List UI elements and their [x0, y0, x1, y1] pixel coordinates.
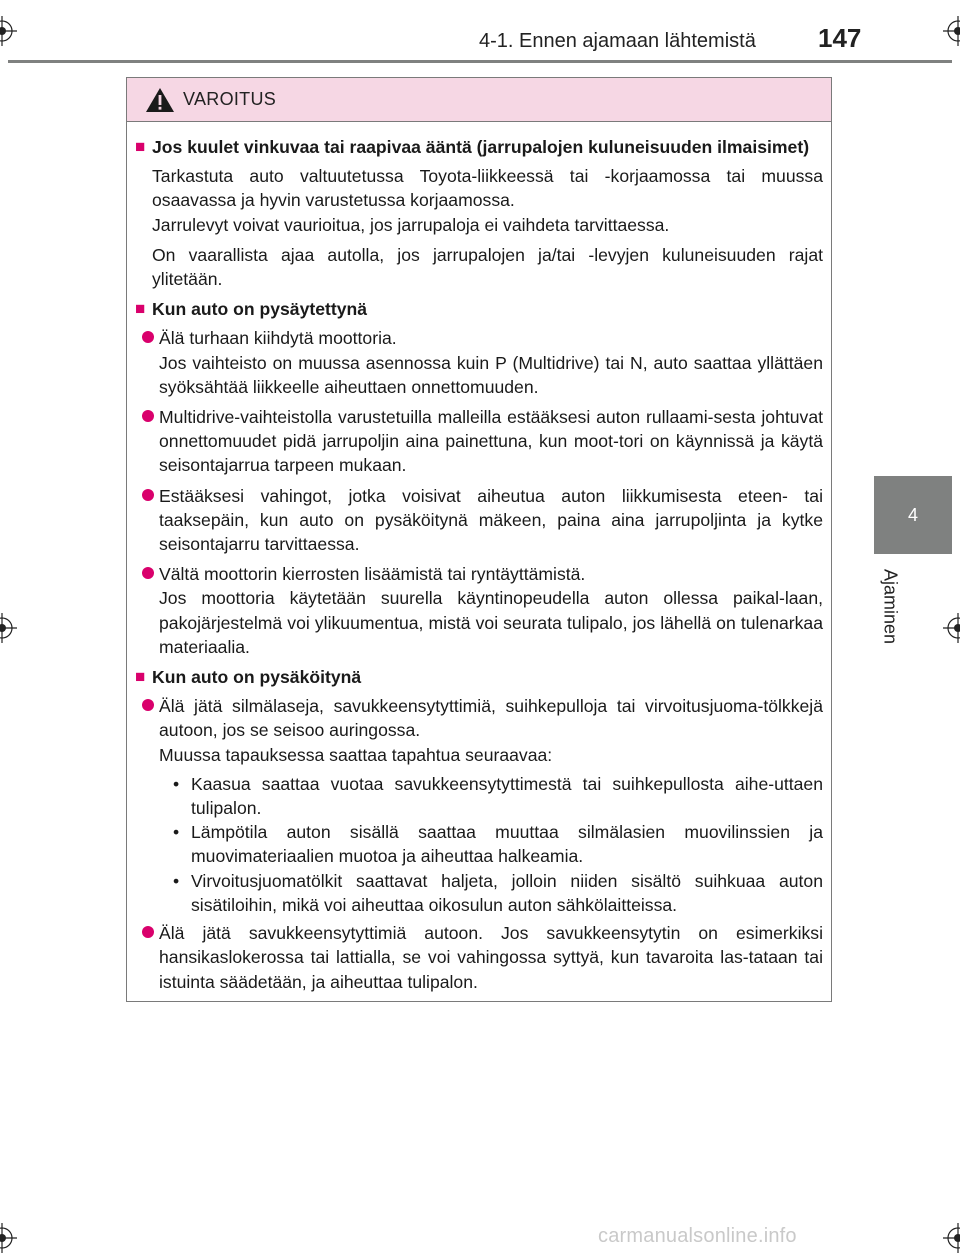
- bullet-dot-icon: [142, 699, 156, 713]
- watermark-link[interactable]: carmanualsonline.info: [598, 1225, 797, 1247]
- list-item: Älä jätä silmälaseja, savukkeensytyttimiä, suihkepulloja tai virvoitusjuoma-tölkkejä autoon, jos se seisoo auringossa. Muussa tapauksessa saattaa tapahtua seuraavaa:: [142, 694, 823, 767]
- warning-body: [127, 122, 831, 994]
- bullet-dot-icon: [142, 926, 156, 940]
- registration-mark-icon: [0, 613, 17, 643]
- chapter-label-text: Ajaminen: [880, 568, 901, 645]
- square-marker-icon: ■: [135, 667, 146, 687]
- list-item: Älä turhaan kiihdytä moottoria. Jos vaihteisto on muussa asennossa kuin P (Multidrive) tai N, auto saattaa yllättäen syöksähtää liikkeelle aiheuttaen onnettomuuden.: [142, 326, 823, 399]
- chapter-number: 4: [907, 504, 918, 525]
- bullet-dot-icon: [142, 489, 156, 503]
- registration-mark-icon: [943, 613, 960, 643]
- chapter-tab[interactable]: [874, 476, 952, 554]
- warning-triangle-icon: [145, 87, 175, 113]
- section-heading: ■ Jos kuulet vinkuvaa tai raapivaa ääntä (jarrupalojen kuluneisuuden ilmaisimet): [135, 135, 823, 159]
- bullet-icon: •: [173, 870, 180, 891]
- bullet-dot-icon: [142, 567, 156, 581]
- sub-list-item: • Kaasua saattaa vuotaa savukkeensytyttimestä tai suihkepullosta aihe-uttaen tulipalon.: [173, 772, 823, 820]
- registration-mark-icon: [943, 1223, 960, 1253]
- bullet-icon: •: [173, 773, 180, 794]
- warning-box: [126, 77, 832, 1002]
- list-item: Vältä moottorin kierrosten lisäämistä tai ryntäyttämistä. Jos moottoria käytetään suurella käyntinopeudella auton ollessa paikal-laan, pakojärjestelmä voi ylikuumentua, mistä voi seurata tulipalo, jos lähellä on tulenarkaa materiaalia.: [142, 562, 823, 659]
- square-marker-icon: ■: [135, 137, 146, 156]
- header-rule: [8, 60, 952, 63]
- page-number: 147: [818, 23, 862, 53]
- paragraph: On vaarallista ajaa autolla, jos jarrupalojen ja/tai -levyjen kuluneisuuden rajat ylitetään.: [152, 244, 823, 290]
- square-marker-icon: ■: [135, 299, 146, 319]
- sub-list-item: • Lämpötila auton sisällä saattaa muuttaa silmälasien muovilinssien ja muovimateriaalien muotoa ja aiheuttaa halkeamia.: [173, 820, 823, 868]
- bullet-icon: •: [173, 822, 180, 843]
- list-item: Älä jätä savukkeensytyttimiä autoon. Jos savukkeensytytin on esimerkiksi hansikaslokerossa tai lattialla, se voi vahingossa syttyä, kun tavaroita las-tataan tai istuinta säädetään, ja aiheuttaa tulipalon.: [142, 921, 823, 994]
- paragraph: Tarkastuta auto valtuutetussa Toyota-liikkeessä tai -korjaamossa tai muussa osaavassa ja hyvin varustetussa korjaamossa. Jarrulevyt voivat vaurioitua, jos jarrupaloja ei vaihdeta tarvittaessa.: [152, 166, 823, 235]
- sub-list: [135, 772, 823, 917]
- registration-mark-icon: [943, 16, 960, 46]
- bullet-dot-icon: [142, 410, 156, 424]
- list-item: Estääksesi vahingot, jotka voisivat aiheutua auton liikkumisesta eteen- tai taaksepäin, kun auto on pysäköitynä mäkeen, paina aina jarrupoljinta ja kytke seisontajarru tarvittaessa.: [142, 484, 823, 557]
- chapter-label: [880, 568, 902, 648]
- bullet-dot-icon: [142, 331, 156, 345]
- registration-mark-icon: [0, 1223, 17, 1253]
- section-heading: ■ Kun auto on pysäköitynä: [135, 665, 823, 689]
- list-item: Multidrive-vaihteistolla varustetuilla malleilla estääksesi auton rullaami-sesta johtuvat onnettomuudet pidä jarrupoljin aina painettuna, kun moot-tori on käynnissä ja käytä seisontajarrua tarpeen mukaan.: [142, 405, 823, 478]
- warning-header: [127, 78, 831, 122]
- registration-mark-icon: [0, 16, 17, 46]
- sub-list-item: • Virvoitusjuomatölkit saattavat haljeta, jolloin niiden sisältö suihkuaa auton sisätiloihin, mikä voi aiheuttaa oikosulun auton sähkölaitteissa.: [173, 869, 823, 917]
- warning-title: VAROITUS: [183, 89, 277, 109]
- section-title: 4-1. Ennen ajamaan lähtemistä: [479, 30, 756, 52]
- section-heading: ■ Kun auto on pysäytettynä: [135, 297, 823, 321]
